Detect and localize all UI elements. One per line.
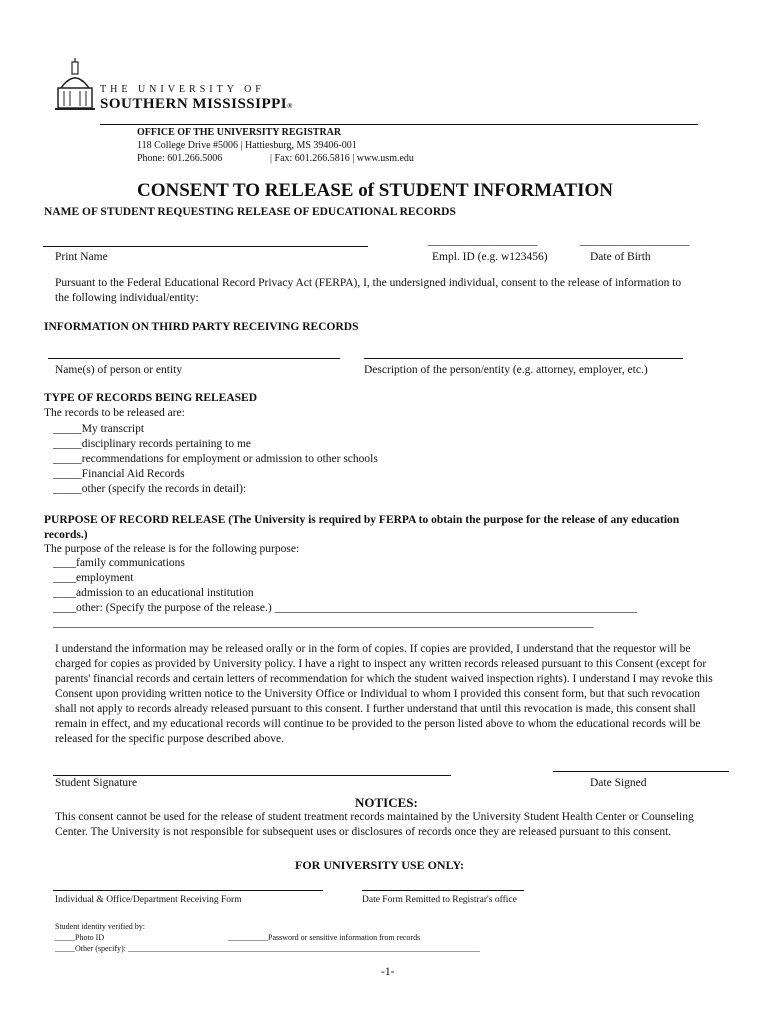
dob-label: Date of Birth — [590, 251, 651, 263]
print-name-line[interactable] — [43, 246, 368, 247]
record-option-recommendations[interactable]: _____recommendations for employment or admission to other schools — [53, 453, 378, 465]
third-party-desc-label: Description of the person/entity (e.g. attorney, employer, etc.) — [364, 364, 648, 376]
date-remitted-line[interactable] — [362, 890, 524, 891]
dob-line[interactable]: ___________________ — [580, 235, 690, 247]
page-number: -1- — [381, 966, 395, 978]
student-signature-label: Student Signature — [55, 777, 138, 789]
third-party-name-line[interactable] — [48, 358, 340, 359]
verify-photo-id[interactable]: _____Photo ID — [55, 933, 105, 942]
receiving-line[interactable] — [53, 890, 323, 891]
verified-label: Student identity verified by: — [55, 922, 145, 931]
empl-id-line[interactable]: ___________________ — [428, 235, 538, 247]
receiving-label: Individual & Office/Department Receiving Form — [55, 895, 242, 905]
record-option-transcript[interactable]: _____My transcript — [53, 423, 145, 435]
third-party-name-label: Name(s) of person or entity — [55, 364, 183, 376]
understanding-text: I understand the information may be released orally or in the form of copies. If copies are provided, I understand that the requestor will be charged for copies as provided by University policy. I have a right to inspect any written records released pursuant to this Consent (except for parents' financial records and certain letters of recommendation for which the student waived inspection rights). I understand I may revoke this Consent upon providing written notice to the University Office or Individual to whom I provided this consent form, but that such revocation shall not apply to records already released pursuant to this consent. I further understand that until this revocation is made, this consent shall remain in effect, and my educational records will continue to be provided to the person listed above to whom the educational records will be released for the specific purpose described above. — [55, 643, 713, 745]
records-heading: TYPE OF RECORDS BEING RELEASED — [44, 392, 258, 404]
third-party-heading: INFORMATION ON THIRD PARTY RECEIVING RECORDS — [44, 321, 359, 333]
purpose-option-other[interactable]: ____other: (Specify the purpose of the release.) _______________________________________________________________ — [53, 602, 637, 614]
verify-other[interactable]: _____Other (specify): ________________________________________________________________________________________ — [55, 944, 480, 953]
office-phone: Phone: 601.266.5006 — [137, 153, 223, 164]
empl-id-label: Empl. ID (e.g. w123456) — [432, 251, 548, 263]
record-option-financial-aid[interactable]: _____Financial Aid Records — [53, 468, 185, 480]
notices-heading: NOTICES: — [355, 795, 418, 810]
office-name: OFFICE OF THE UNIVERSITY REGISTRAR — [137, 127, 342, 138]
record-option-disciplinary[interactable]: _____disciplinary records pertaining to me — [53, 438, 252, 450]
notices-text: This consent cannot be used for the release of student treatment records maintained by the University Student Health Center or Counseling Center. The University is not responsible for subsequent uses or disclosures of records once they are released pursuant to this consent. — [55, 811, 694, 838]
purpose-option-admission[interactable]: ____admission to an educational institution — [53, 587, 254, 599]
purpose-option-family[interactable]: ____family communications — [53, 557, 185, 569]
student-signature-line[interactable] — [53, 775, 451, 776]
ferpa-text: Pursuant to the Federal Educational Record Privacy Act (FERPA), I, the undersigned individual, consent to the release of information to the following individual/entity: — [55, 277, 682, 304]
print-name-label: Print Name — [55, 251, 108, 263]
purpose-extra-line[interactable]: ______________________________________________________________________________________________ — [53, 617, 594, 629]
records-intro: The records to be released are: — [44, 407, 185, 419]
office-fax-web: | Fax: 601.266.5816 | www.usm.edu — [270, 153, 414, 164]
verify-password[interactable]: __________Password or sensitive information from records — [228, 933, 421, 942]
purpose-option-employment[interactable]: ____employment — [53, 572, 134, 584]
header-rule — [100, 124, 698, 125]
date-signed-line[interactable] — [553, 771, 729, 772]
student-section-heading: NAME OF STUDENT REQUESTING RELEASE OF EDUCATIONAL RECORDS — [44, 206, 456, 218]
logo-line-2: SOUTHERN MISSISSIPPI® — [100, 96, 293, 112]
university-seal-icon — [55, 58, 95, 117]
office-address: 118 College Drive #5006 | Hattiesburg, MS 39406-001 — [137, 140, 357, 151]
date-signed-label: Date Signed — [590, 777, 647, 789]
third-party-desc-line[interactable] — [364, 358, 683, 359]
logo-line-1: THE UNIVERSITY OF — [100, 84, 265, 95]
date-remitted-label: Date Form Remitted to Registrar's office — [362, 895, 517, 905]
purpose-heading: PURPOSE OF RECORD RELEASE (The University is required by FERPA to obtain the purpose for the release of any education records.) — [44, 514, 680, 541]
purpose-intro: The purpose of the release is for the following purpose: — [44, 543, 300, 555]
record-option-other[interactable]: _____other (specify the records in detail): — [53, 483, 247, 495]
page-title: CONSENT TO RELEASE of STUDENT INFORMATION — [137, 180, 613, 201]
university-use-heading: FOR UNIVERSITY USE ONLY: — [295, 858, 465, 872]
